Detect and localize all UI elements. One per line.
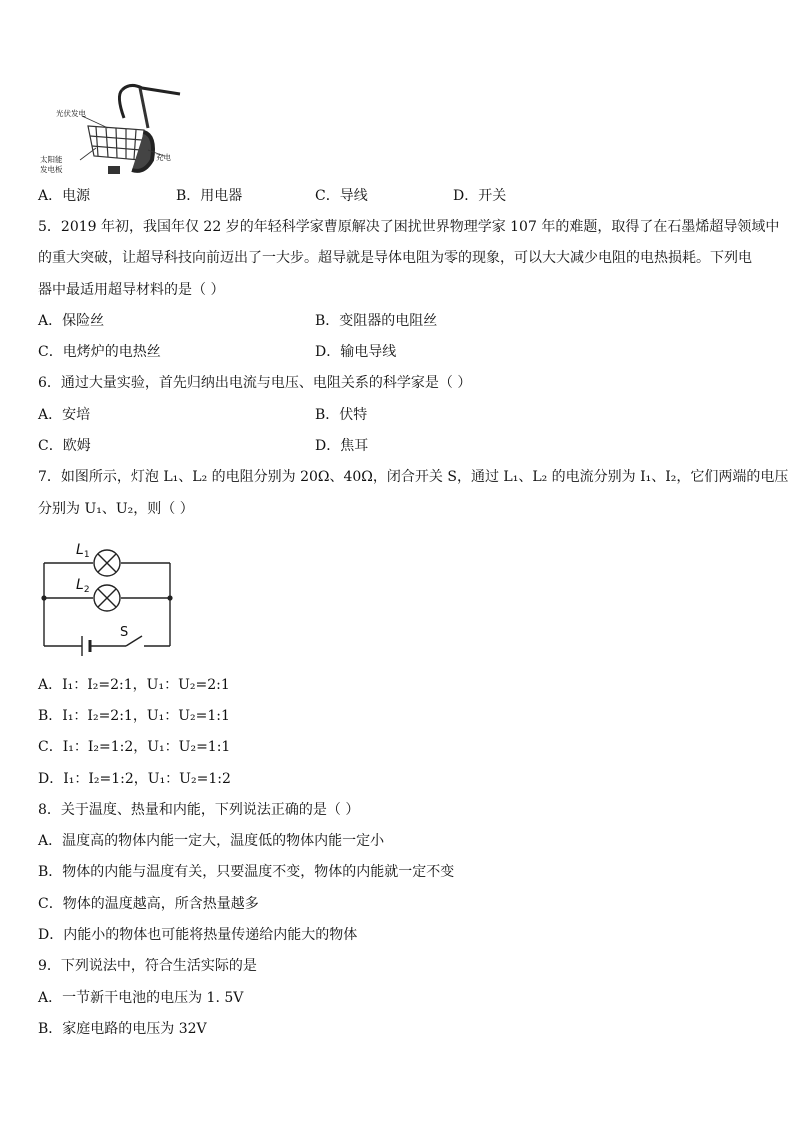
q8-stem: 8．关于温度、热量和内能，下列说法正确的是（ ） — [38, 802, 360, 818]
solar-bike-figure — [40, 78, 192, 178]
q7-option-d: D．I₁：I₂=1:2，U₁：U₂=1:2 — [38, 771, 231, 787]
lamp-2 — [94, 585, 120, 611]
q4-option-d: D．开关 — [453, 188, 507, 204]
switch-label: S — [120, 625, 129, 640]
q7-option-a: A．I₁：I₂=2:1，U₁：U₂=2:1 — [38, 677, 230, 693]
q6-option-b: B．伏特 — [315, 407, 368, 423]
label-panel-1: 太阳能 — [40, 155, 63, 164]
q9-option-b: B．家庭电路的电压为 32V — [38, 1021, 207, 1037]
q7-line-1: 7．如图所示，灯泡 L₁、L₂ 的电阻分别为 20Ω、40Ω，闭合开关 S，通过 L₁、L₂ 的电流分别为 I₁、I₂，它们两端的电压 — [38, 469, 789, 485]
circuit-diagram — [38, 536, 178, 652]
q4-option-c: C．导线 — [315, 188, 368, 204]
q4-option-b: B．用电器 — [176, 188, 243, 204]
q4-option-a: A．电源 — [38, 188, 91, 204]
q7-option-c: C．I₁：I₂=1:2，U₁：U₂=1:1 — [38, 739, 231, 755]
q5-option-c: C．电烤炉的电热丝 — [38, 344, 161, 360]
q8-option-d: D．内能小的物体也可能将热量传递给内能大的物体 — [38, 927, 358, 943]
q7-line-2: 分别为 U₁、U₂，则（ ） — [38, 501, 194, 517]
q5-option-b: B．变阻器的电阻丝 — [315, 313, 438, 329]
q5-option-d: D．输电导线 — [315, 344, 397, 360]
lamp-2-label: $L_2$ — [76, 577, 90, 595]
q5-line-3: 器中最适用超导材料的是（ ） — [38, 282, 225, 298]
q6-option-a: A．安培 — [38, 407, 91, 423]
q5-option-a: A．保险丝 — [38, 313, 105, 329]
q6-option-c: C．欧姆 — [38, 438, 91, 454]
q5-line-2: 的重大突破，让超导科技向前迈出了一大步。超导就是导体电阻为零的现象，可以大大减少电阻的电热损耗。下列电 — [38, 250, 752, 266]
lamp-1-label: $L_1$ — [76, 542, 90, 560]
q9-option-a: A．一节新干电池的电压为 1. 5V — [38, 990, 244, 1006]
q8-option-c: C．物体的温度越高，所含热量越多 — [38, 896, 259, 912]
label-charge: 充电 — [156, 153, 171, 162]
label-pv: 光伏发电 — [56, 109, 86, 118]
lamp-1 — [94, 550, 120, 576]
q5-line-1: 5．2019 年初，我国年仅 22 岁的年轻科学家曹原解决了困扰世界物理学家 107 年的难题，取得了在石墨烯超导领域中 — [38, 219, 780, 235]
label-panel-2: 发电板 — [40, 165, 63, 174]
q8-option-a: A．温度高的物体内能一定大，温度低的物体内能一定小 — [38, 833, 385, 849]
q8-option-b: B．物体的内能与温度有关，只要温度不变，物体的内能就一定不变 — [38, 864, 455, 880]
basket-panel — [88, 126, 144, 160]
q6-option-d: D．焦耳 — [315, 438, 369, 454]
q7-option-b: B．I₁：I₂=2:1，U₁：U₂=1:1 — [38, 708, 230, 724]
q6-stem: 6．通过大量实验，首先归纳出电流与电压、电阻关系的科学家是（ ） — [38, 375, 472, 391]
q9-stem: 9．下列说法中，符合生活实际的是 — [38, 958, 257, 974]
